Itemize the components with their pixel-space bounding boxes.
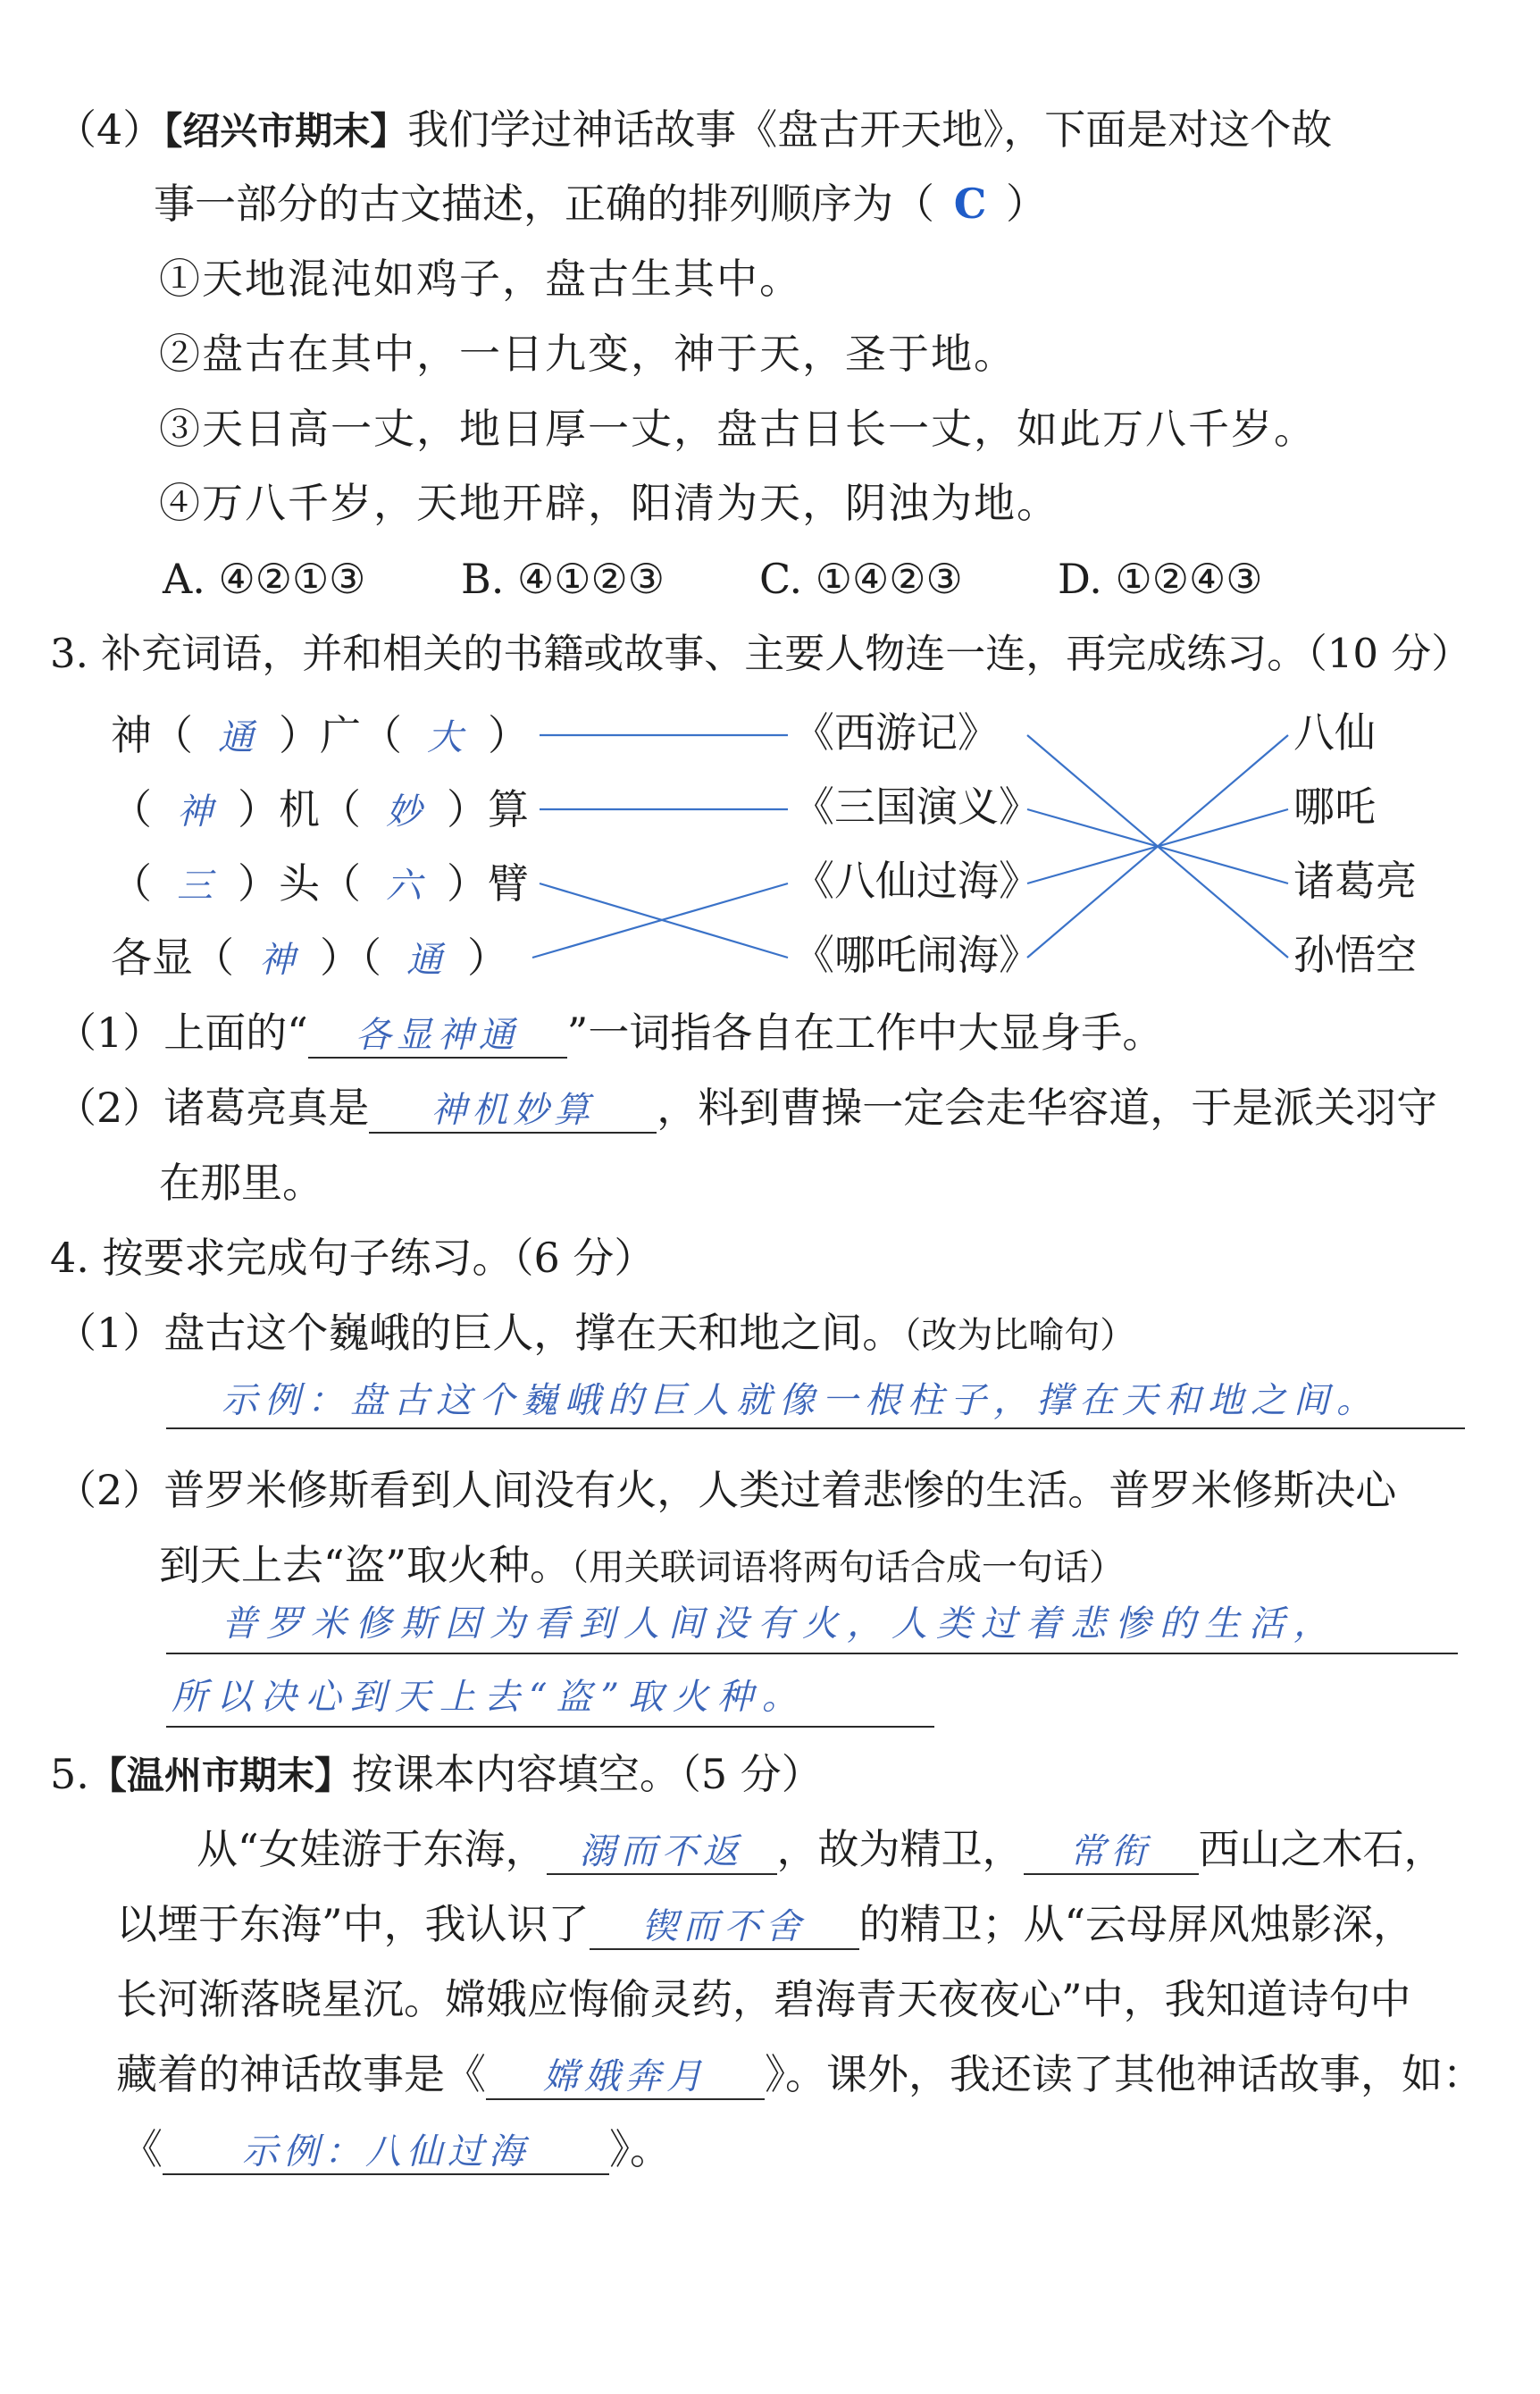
q2-4-option-b: B. ④①②③ [461, 555, 665, 603]
q2-4-stem-2b: ） [1006, 180, 1047, 228]
q5-underline-4 [486, 2098, 765, 2100]
q4-s1-text: （1）盘古这个巍峨的巨人，撑在天和地之间。 [55, 1309, 904, 1357]
q5-number: 5. [50, 1750, 89, 1798]
q5-l1-a: 从“女娃游于东海， [197, 1825, 547, 1873]
q5-underline-5 [163, 2173, 609, 2175]
q5-answer-2: 常衔 [1069, 1831, 1152, 1872]
q5-blank-4 [486, 2047, 765, 2102]
q5-l2-b: 的精卫；从“云母屏风烛影深， [858, 1900, 1415, 1948]
q3-idiom-2-part-2: ）机（ [238, 785, 361, 833]
q5-source-tag: 【温州市期末】 [88, 1754, 352, 1797]
q5-l5-b: 》。 [609, 2125, 671, 2173]
q5-underline-2 [1024, 1873, 1199, 1875]
q2-4-item-1: ①天地混沌如鸡子，盘古生其中。 [159, 255, 802, 303]
q3-character-3: 诸葛亮 [1293, 857, 1417, 905]
q4-s2-line1: （2）普罗米修斯看到人间没有火，人类过着悲惨的生活。普罗米修斯决心 [55, 1466, 1397, 1514]
q5-answer-5: 示例：八仙过海 [242, 2131, 530, 2172]
q4-s2-text: 到天上去“盗”取火种。 [159, 1541, 572, 1589]
q3-idiom-4-part-2: ）（ [320, 933, 381, 982]
q4-s2-underline-2 [166, 1726, 934, 1728]
q3-sub2-blank [369, 1081, 657, 1135]
q5-l5-a: 《 [121, 2125, 163, 2173]
q5-line5 [121, 2122, 671, 2177]
q5-title: 按课本内容填空。（5 分） [351, 1750, 823, 1798]
q3-book-3: 《八仙过海》 [793, 857, 1040, 905]
q4-s2-underline-1 [166, 1653, 1458, 1654]
q3-sub2-underline [369, 1132, 657, 1134]
q5-l1-c: 西山之木石， [1198, 1825, 1445, 1873]
q3-sub2-b: ，料到曹操一定会走华容道，于是派关羽守 [657, 1084, 1438, 1132]
q3-idiom-1-answer-1: 通 [218, 717, 254, 758]
q3-sub2-answer: 神机妙算 [431, 1090, 596, 1131]
q3-sub1-a: （1）上面的“ [55, 1009, 308, 1057]
q3-idiom-4-answer-2: 通 [406, 940, 442, 981]
q4-s2-answer-1: 普罗米修斯因为看到人间没有火，人类过着悲惨的生活， [222, 1603, 1338, 1645]
q2-4-answer: C [953, 180, 987, 228]
q3-idiom-1-part-3: ） [488, 711, 529, 759]
q3-idiom-3-answer-2: 六 [386, 866, 422, 907]
q3-character-4: 孙悟空 [1293, 931, 1417, 979]
q3-idiom-3-part-2: ）头（ [238, 859, 361, 908]
q2-4-number: （4） [55, 105, 164, 154]
q4-s2-line2 [159, 1538, 1125, 1595]
q4-s1-underline [166, 1427, 1465, 1429]
q3-idiom-2-answer-2: 妙 [386, 791, 422, 833]
q3-sub1-answer: 各显神通 [355, 1015, 520, 1056]
q3-idiom-2-part-1: （ [111, 785, 152, 833]
q5-underline-1 [547, 1873, 777, 1875]
q5-blank-2 [1024, 1822, 1199, 1877]
q3-idiom-2-part-3: ）算 [447, 785, 529, 833]
q4-s1-requirement: （改为比喻句） [903, 1315, 1136, 1356]
q5-l2-a: 以堙于东海”中，我认识了 [116, 1900, 590, 1948]
q5-answer-1: 溺而不返 [579, 1831, 744, 1872]
q4-s2-requirement: （用关联词语将两句话合成一句话） [571, 1547, 1126, 1588]
q3-idiom-3-answer-1: 三 [177, 866, 213, 907]
q2-4-item-2: ②盘古在其中，一日九变，神于天，圣于地。 [159, 330, 1017, 378]
q3-sub1-underline [308, 1057, 567, 1059]
q5-l1-b: ，故为精卫， [776, 1825, 1024, 1873]
q3-sub2-cont: 在那里。 [159, 1159, 323, 1207]
q5-l4-a: 藏着的神话故事是《 [116, 2050, 486, 2098]
q5-answer-3: 锲而不舍 [641, 1906, 807, 1947]
q4-s1 [55, 1306, 1135, 1362]
q3-sub1-blank [308, 1006, 567, 1060]
q5-l4-b: 》。课外，我还读了其他神话故事，如： [765, 2050, 1484, 2098]
q3-idiom-3-part-3: ）臂 [447, 859, 529, 908]
q5-line1 [197, 1822, 1445, 1877]
q2-4-option-d: D. ①②④③ [1058, 555, 1263, 603]
q3-idiom-4-part-1: 各显（ [111, 933, 234, 982]
q5-title-line [50, 1747, 823, 1803]
q3-idiom-1-part-2: ）广（ [279, 711, 402, 759]
q3-idiom-1-part-1: 神（ [111, 711, 193, 759]
q3-idiom-2-answer-1: 神 [177, 791, 213, 833]
q3-book-1: 《西游记》 [793, 708, 999, 757]
q5-underline-3 [590, 1948, 859, 1950]
q3-sub2-a: （2）诸葛亮真是 [55, 1084, 370, 1132]
q3-book-4: 《哪吒闹海》 [793, 931, 1040, 979]
q2-4-item-4: ④万八千岁，天地开辟，阳清为天，阴浊为地。 [159, 479, 1059, 527]
q5-line4 [116, 2047, 1484, 2102]
q5-blank-3 [590, 1897, 859, 1952]
q3-book-2: 《三国演义》 [793, 783, 1040, 831]
q5-blank-5 [163, 2122, 609, 2177]
q3-title: 3. 补充词语，并和相关的书籍或故事、主要人物连一连，再完成练习。（10 分） [50, 630, 1472, 677]
q3-character-2: 哪吒 [1293, 783, 1376, 831]
q3-sub2 [55, 1081, 1437, 1135]
q3-sub1-b: ”一词指各自在工作中大显身手。 [566, 1009, 1164, 1057]
q5-line3: 长河渐落晓星沉。嫦娥应悔偷灵药，碧海青天夜夜心”中，我知道诗句中 [116, 1975, 1411, 2023]
q2-4-item-3: ③天日高一丈，地日厚一丈，盘古日长一丈，如此万八千岁。 [159, 405, 1317, 453]
q5-answer-4: 嫦娥奔月 [543, 2056, 707, 2097]
q2-4-stem-2a: 事一部分的古文描述，正确的排列顺序为（ [154, 180, 934, 228]
q2-4-option-c: C. ①④②③ [759, 555, 963, 603]
q4-s1-answer: 示例：盘古这个巍峨的巨人就像一根柱子，撑在天和地之间。 [222, 1380, 1379, 1421]
q2-4-source-tag: 【绍兴市期末】 [163, 109, 408, 153]
q3-sub1 [55, 1006, 1163, 1060]
q3-character-1: 八仙 [1293, 708, 1376, 757]
q2-4-stem-1: 我们学过神话故事《盘古开天地》，下面是对这个故 [407, 105, 1333, 154]
q3-idiom-3-part-1: （ [111, 859, 152, 908]
q5-blank-1 [547, 1822, 777, 1877]
q3-idiom-4-answer-1: 神 [259, 940, 295, 981]
q3-idiom-1-answer-2: 大 [427, 717, 463, 758]
q3-idiom-4-part-3: ） [467, 933, 508, 982]
q4-title: 4. 按要求完成句子练习。（6 分） [50, 1234, 656, 1282]
q2-4-option-a: A. ④②①③ [163, 555, 366, 603]
q4-s2-answer-2: 所以决心到天上去“盗”取火种。 [172, 1677, 807, 1718]
q5-line2 [116, 1897, 1414, 1952]
